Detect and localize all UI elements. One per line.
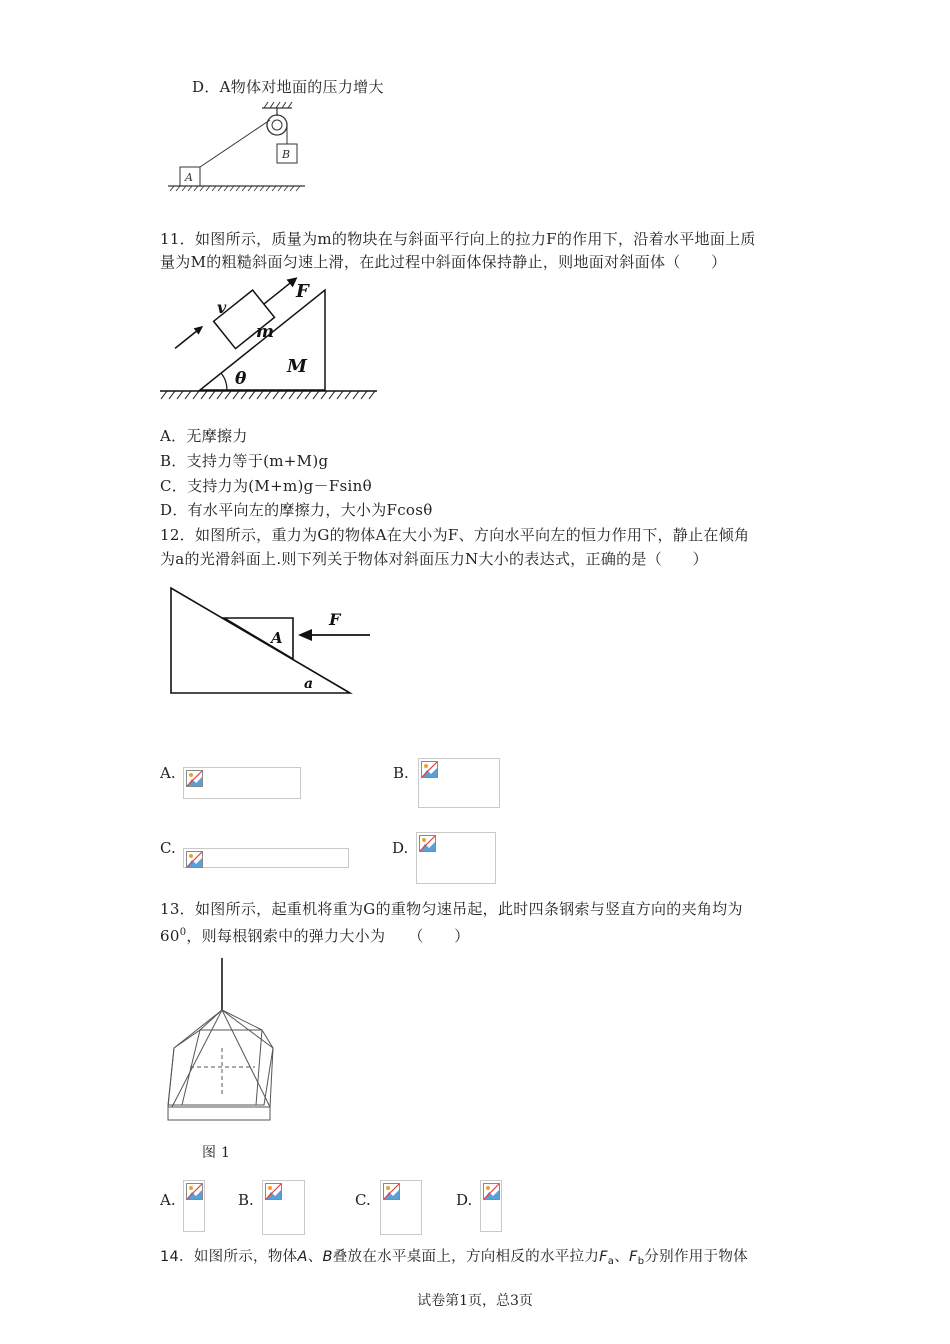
broken-image-icon — [483, 1183, 500, 1200]
q11-stem-line1: 11．如图所示，质量为m的物块在与斜面平行向上的拉力F的作用下，沿着水平地面上质 — [160, 230, 756, 248]
q13-option-d-image — [480, 1180, 502, 1232]
q13-option-b-label: B. — [238, 1191, 254, 1209]
q11-figure-incline — [155, 275, 385, 410]
q12-label-A: A — [271, 629, 283, 647]
broken-image-icon — [186, 851, 203, 868]
q14-stem-line1: 14．如图所示，物体A、B叠放在水平桌面上，方向相反的水平拉力$F_a$、$F_b$分别作用于物体 — [160, 1249, 748, 1267]
q11-label-theta: θ — [235, 369, 247, 389]
q12-option-c-label: C. — [160, 839, 176, 857]
q11-option-d: D．有水平向左的摩擦力，大小为Fcosθ — [160, 501, 433, 519]
q12-option-d-label: D. — [392, 839, 409, 857]
q10-label-a: A — [185, 171, 193, 184]
q13-option-a-label: A. — [160, 1191, 176, 1209]
page-footer: 试卷第1页，总3页 — [417, 1293, 533, 1309]
broken-image-icon — [186, 770, 203, 787]
q11-label-M: M — [287, 356, 307, 377]
q12-option-b-image — [418, 758, 500, 808]
q11-option-b: B．支持力等于(m+M)g — [160, 452, 329, 470]
q12-label-F: F — [329, 610, 341, 629]
q13-option-c-image — [380, 1180, 422, 1235]
q10-option-d: D．A物体对地面的压力增大 — [192, 78, 384, 96]
q12-figure-incline — [165, 585, 380, 700]
q11-option-a: A．无摩擦力 — [160, 427, 248, 445]
q12-option-b-label: B. — [393, 764, 409, 782]
q12-option-d-image — [416, 832, 496, 884]
q13-figure-caption: 图 1 — [202, 1145, 231, 1161]
q10-figure-pulley — [160, 100, 310, 195]
q13-option-d-label: D. — [456, 1191, 473, 1209]
q13-option-c-label: C. — [355, 1191, 371, 1209]
broken-image-icon — [265, 1183, 282, 1200]
q12-stem-line2: 为a的光滑斜面上.则下列关于物体对斜面压力N大小的表达式，正确的是（ ） — [160, 550, 708, 568]
broken-image-icon — [421, 761, 438, 778]
q12-stem-line1: 12．如图所示，重力为G的物体A在大小为F、方向水平向左的恒力作用下，静止在倾角 — [160, 526, 750, 544]
q11-label-m: m — [256, 322, 274, 342]
q12-option-c-image — [183, 848, 349, 868]
q12-option-a-image — [183, 767, 301, 799]
q11-label-F: F — [296, 281, 309, 302]
broken-image-icon — [419, 835, 436, 852]
q13-stem-line2: $60^0$，则每根钢索中的弹力大小为 （ ） — [160, 927, 470, 945]
q13-stem-line1: 13．如图所示，起重机将重为G的重物匀速吊起，此时四条钢索与竖直方向的夹角均为 — [160, 900, 743, 918]
q13-option-b-image — [262, 1180, 305, 1235]
q11-label-v: v — [217, 298, 227, 317]
q11-option-c: C．支持力为(M+m)g－Fsinθ — [160, 477, 372, 495]
q13-option-a-image — [183, 1180, 205, 1232]
broken-image-icon — [186, 1183, 203, 1200]
q13-figure-crane — [160, 955, 290, 1125]
q12-label-a: a — [304, 676, 314, 692]
broken-image-icon — [383, 1183, 400, 1200]
q12-option-a-label: A. — [160, 764, 176, 782]
q11-stem-line2: 量为M的粗糙斜面匀速上滑，在此过程中斜面体保持静止，则地面对斜面体（ ） — [160, 253, 727, 271]
q10-label-b: B — [282, 148, 291, 161]
